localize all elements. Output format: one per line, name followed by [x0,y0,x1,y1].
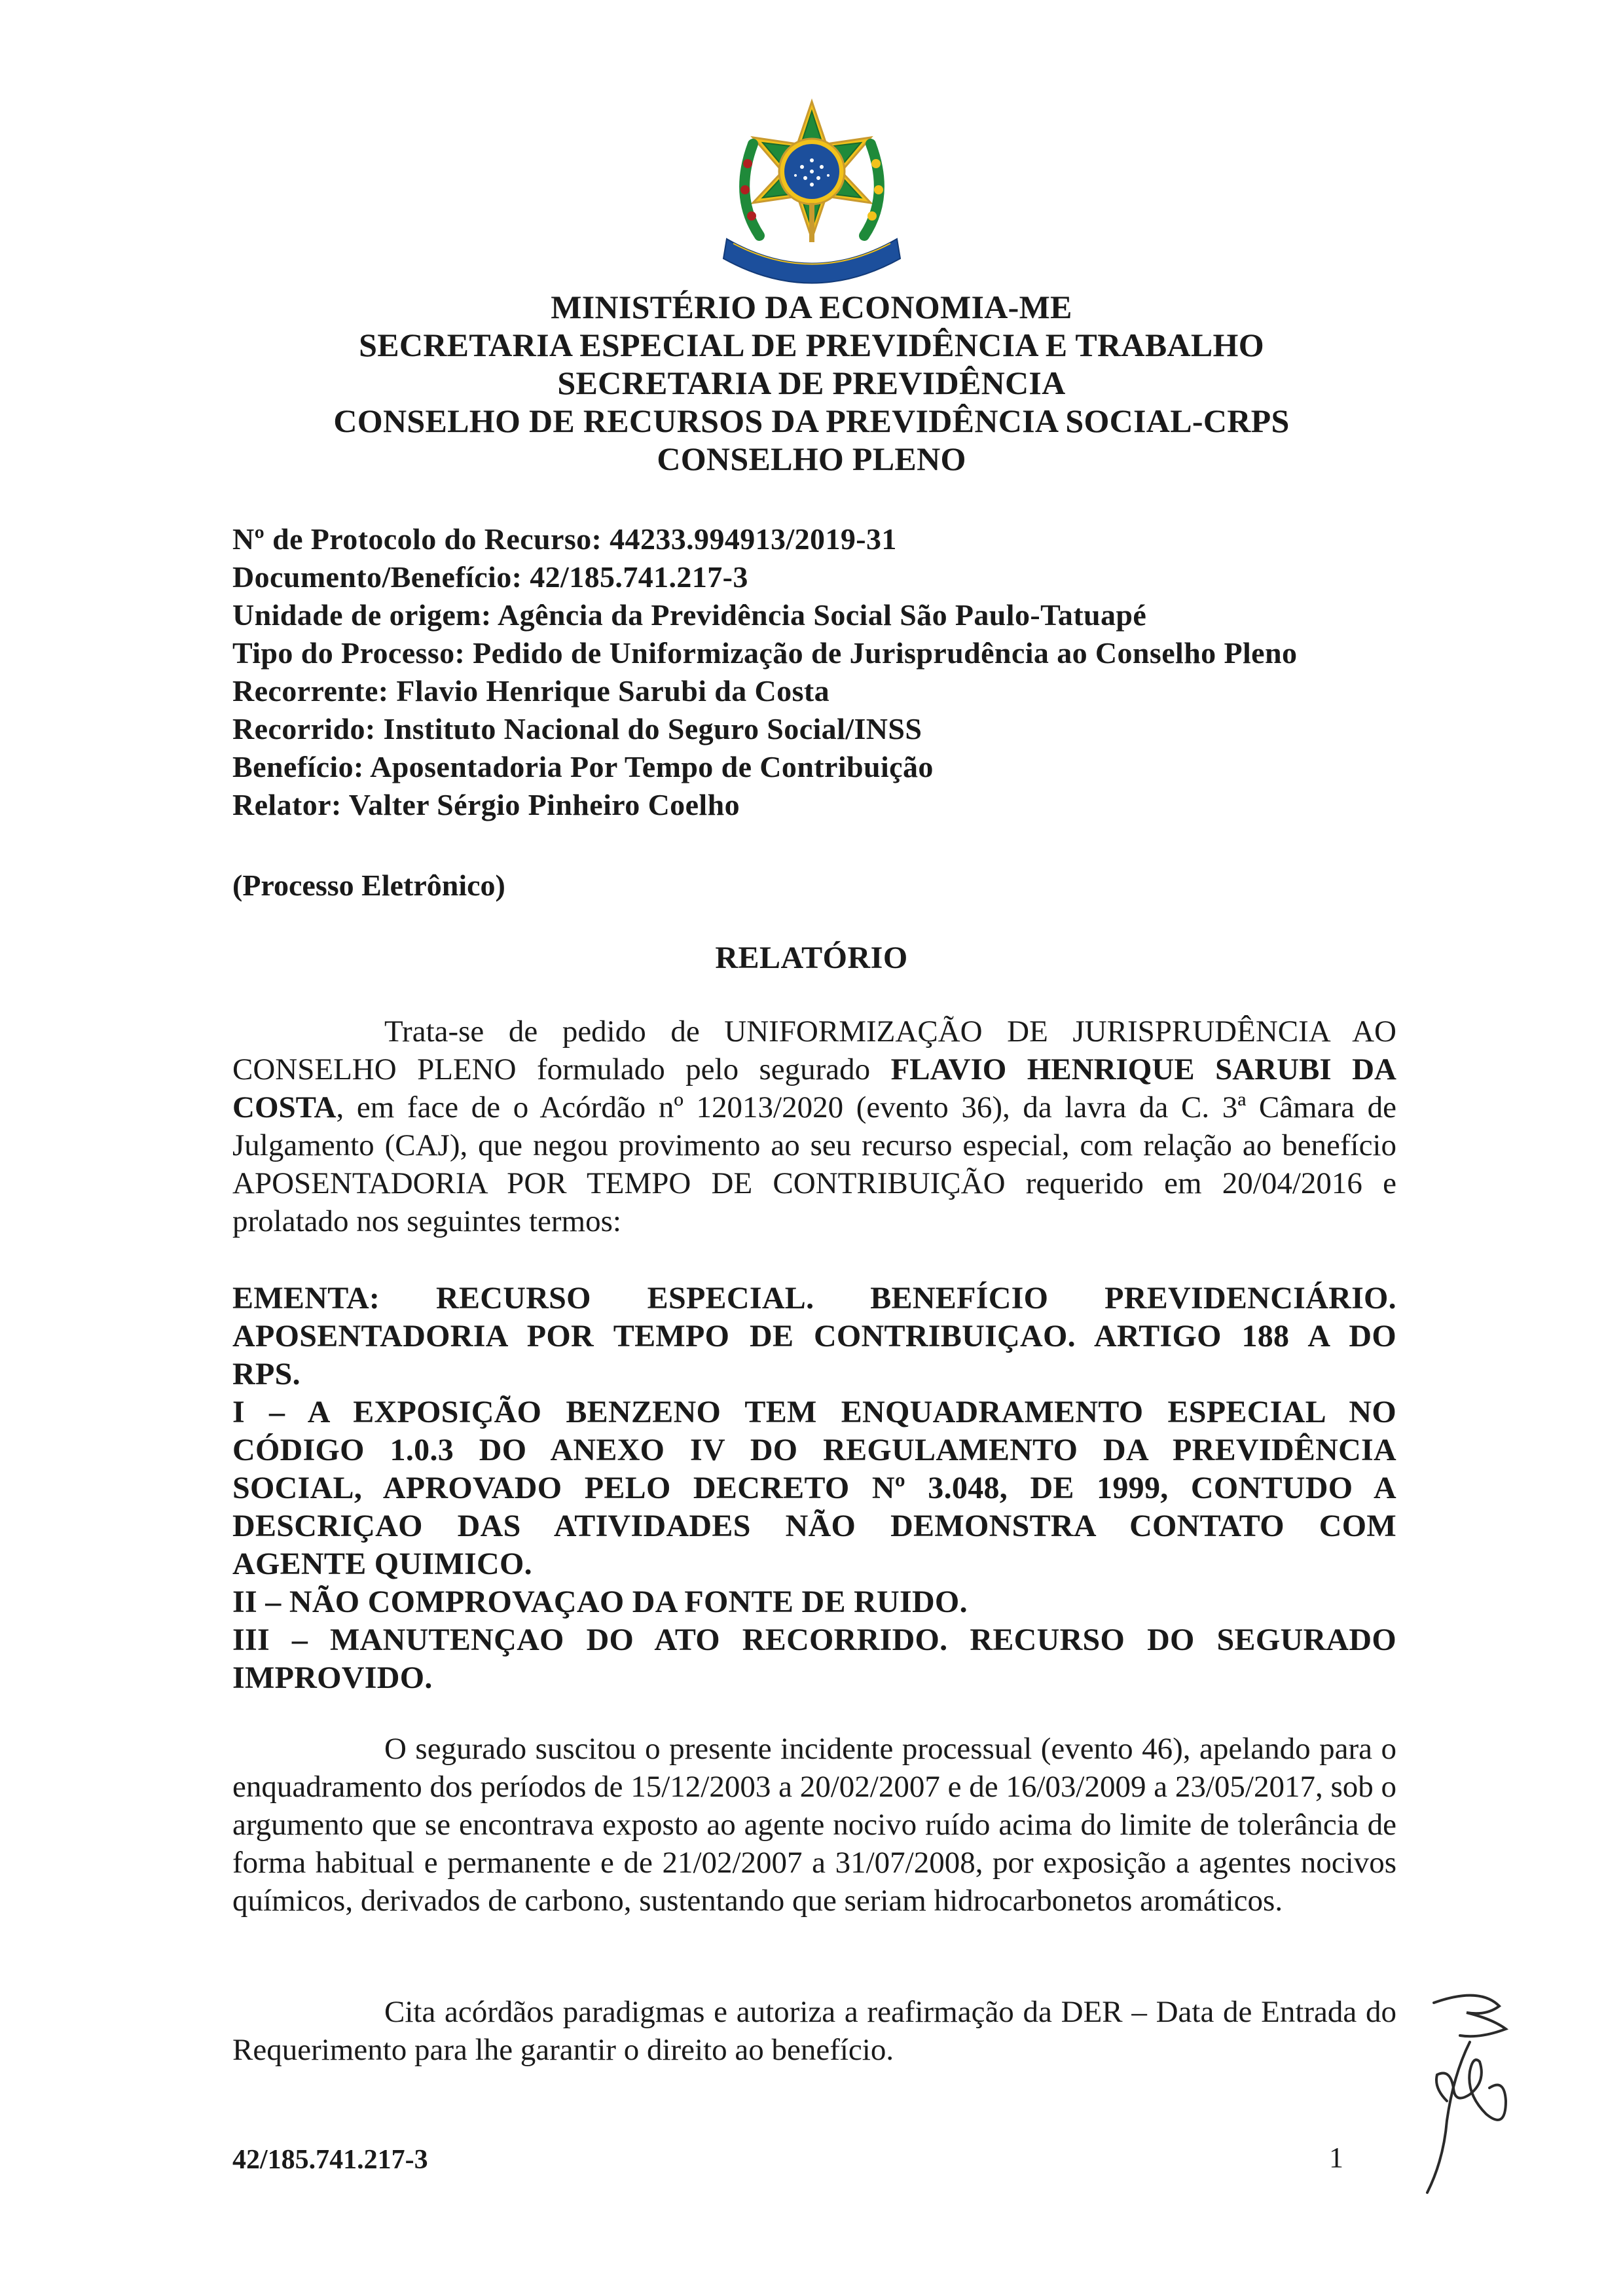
meta-process-type: Tipo do Processo: Pedido de Uniformização de Jurisprudência ao Conselho Pleno [232,636,1298,670]
meta-protocol: Nº de Protocolo do Recurso: 44233.994913/2019-31 [232,522,897,556]
paragraph-paradigms: Cita acórdãos paradigmas e autoriza a reafirmação da DER – Data de Entrada do Requerimento para lhe garantir o direito ao benefício. [232,1995,1396,2067]
header-council: CONSELHO DE RECURSOS DA PREVIDÊNCIA SOCIAL-CRPS [333,403,1290,439]
ementa-line: AGENTE QUIMICO. [232,1547,532,1581]
brazil-coat-of-arms-emblem [714,98,910,288]
meta-respondent: Recorrido: Instituto Nacional do Seguro Social/INSS [232,712,922,745]
institution-header [0,288,1623,478]
coat-sword [809,203,814,242]
meta-appellant: Recorrente: Flavio Henrique Sarubi da Costa [232,674,830,708]
ementa-block [232,1280,1396,1697]
header-ministry: MINISTÉRIO DA ECONOMIA-ME [551,289,1072,325]
header-plenary: CONSELHO PLENO [657,440,966,477]
paragraph-introduction-part1: Trata-se de pedido de UNIFORMIZAÇÃO DE JURISPRUDÊNCIA AO CONSELHO PLENO formulado pelo segurado [232,1014,1396,1086]
meta-rapporteur: Relator: Valter Sérgio Pinheiro Coelho [232,788,740,821]
ementa-line: I – A EXPOSIÇÃO BENZENO TEM ENQUADRAMENTO ESPECIAL NO [232,1395,1396,1429]
case-metadata [232,520,1411,824]
section-title: RELATÓRIO [715,941,908,975]
ementa-line: SOCIAL, APROVADO PELO DECRETO Nº 3.048, DE 1999, CONTUDO A [232,1471,1396,1505]
paragraph-appeal-arguments: O segurado suscitou o presente incidente processual (evento 46), apelando para o enquadramento dos períodos de 15/12/2003 a 20/02/2007 e de 16/03/2009 a 23/05/2017, sob o argumento que se encontrava exposto ao agente nocivo ruído acima do limite de tolerância de forma habitual e permanente e de 21/02/2007 a 31/07/2008, por exposição a agentes nocivos químicos, derivados de carbono, sustentando que seriam hidrocarbonetos aromáticos. [232,1732,1396,1918]
ementa-line: CÓDIGO 1.0.3 DO ANEXO IV DO REGULAMENTO DA PREVIDÊNCIA [232,1433,1396,1467]
ementa-line: DESCRIÇAO DAS ATIVIDADES NÃO DEMONSTRA CONTATO COM [232,1509,1396,1543]
meta-document: Documento/Benefício: 42/185.741.217-3 [232,560,748,594]
meta-origin-unit: Unidade de origem: Agência da Previdência Social São Paulo-Tatuapé [232,598,1147,632]
electronic-process-note: (Processo Eletrônico) [232,869,505,902]
header-special-secretariat: SECRETARIA ESPECIAL DE PREVIDÊNCIA E TRABALHO [359,327,1264,363]
ementa-line: APOSENTADORIA POR TEMPO DE CONTRIBUIÇAO. ARTIGO 188 A DO [232,1319,1396,1354]
ementa-line: II – NÃO COMPROVAÇAO DA FONTE DE RUIDO. [232,1585,968,1619]
ementa-line: EMENTA: RECURSO ESPECIAL. BENEFÍCIO PREVIDENCIÁRIO. [232,1281,1396,1316]
page-number: 1 [1329,2142,1343,2174]
paragraph-introduction-part2: , em face de o Acórdão nº 12013/2020 (evento 36), da lavra da C. 3ª Câmara de Julgamento (CAJ), que negou provimento ao seu recurso especial, com relação ao benefício APOSENTADORIA POR TEMPO DE CONTRIBUIÇÃO requerido em 20/04/2016 e prolatado nos seguintes termos: [232,1090,1396,1238]
appellant-name: FLAVIO HENRIQUE SARUBI DA COSTA [232,1052,1396,1124]
ementa-line: RPS. [232,1357,301,1391]
handwritten-signature [1408,1990,1532,2199]
ementa-line: III – MANUTENÇAO DO ATO RECORRIDO. RECURSO DO SEGURADO [232,1623,1396,1657]
ementa-line: IMPROVIDO. [232,1660,433,1695]
paragraph-introduction [232,1013,1396,1240]
meta-benefit: Benefício: Aposentadoria Por Tempo de Contribuição [232,750,934,783]
footer-document-id: 42/185.741.217-3 [232,2145,428,2175]
header-secretariat: SECRETARIA DE PREVIDÊNCIA [557,365,1066,401]
coat-central-disc [779,139,845,204]
coat-ribbon [723,239,900,283]
